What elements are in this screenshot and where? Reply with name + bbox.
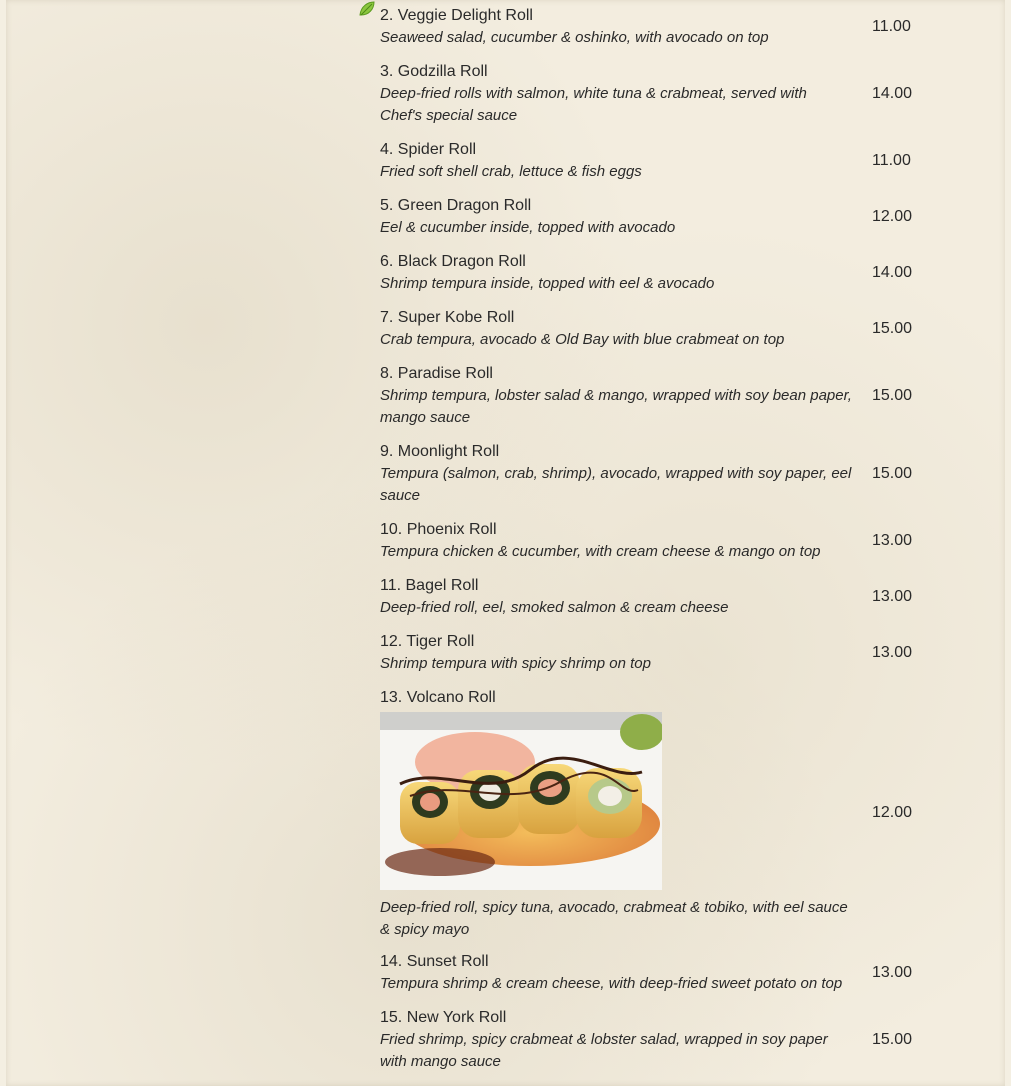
item-description: Deep-fried rolls with salmon, white tuna & crabmeat, served with Chef's special sauce xyxy=(380,85,807,124)
item-price: 14.00 xyxy=(872,85,913,102)
item-price: 13.00 xyxy=(872,532,913,549)
item-name: 2. Veggie Delight Roll xyxy=(380,7,533,24)
item-price: 13.00 xyxy=(872,588,913,605)
item-description: Deep-fried roll, eel, smoked salmon & cream cheese xyxy=(380,599,729,616)
item-name: 3. Godzilla Roll xyxy=(380,63,488,80)
item-price: 15.00 xyxy=(872,465,913,482)
item-price: 13.00 xyxy=(872,644,913,661)
item-description: Shrimp tempura inside, topped with eel & avocado xyxy=(380,275,715,292)
item-price: 11.00 xyxy=(872,18,911,35)
item-price: 14.00 xyxy=(872,264,913,281)
item-name: 6. Black Dragon Roll xyxy=(380,253,526,270)
item-name: 8. Paradise Roll xyxy=(380,365,493,382)
item-price: 15.00 xyxy=(872,387,913,404)
item-description: Shrimp tempura with spicy shrimp on top xyxy=(380,655,651,672)
item-price: 15.00 xyxy=(872,320,913,337)
item-name: 12. Tiger Roll xyxy=(380,633,475,650)
item-name: 9. Moonlight Roll xyxy=(380,443,500,460)
item-name: 15. New York Roll xyxy=(380,1009,507,1026)
item-description: Crab tempura, avocado & Old Bay with blue crabmeat on top xyxy=(380,331,785,348)
item-price: 13.00 xyxy=(872,964,913,981)
item-description: Shrimp tempura, lobster salad & mango, wrapped with soy bean paper, mango sauce xyxy=(380,387,852,426)
item-description: Deep-fried roll, spicy tuna, avocado, crabmeat & tobiko, with eel sauce & spicy mayo xyxy=(380,899,848,938)
item-name: 10. Phoenix Roll xyxy=(380,521,497,538)
item-price: 11.00 xyxy=(872,152,911,169)
item-price: 12.00 xyxy=(872,208,913,225)
volcano-roll-photo xyxy=(380,712,662,890)
item-name: 13. Volcano Roll xyxy=(380,689,496,706)
item-description: Tempura shrimp & cream cheese, with deep-fried sweet potato on top xyxy=(380,975,843,992)
leaf-icon xyxy=(358,0,376,18)
item-description: Seaweed salad, cucumber & oshinko, with avocado on top xyxy=(380,29,769,46)
item-name: 14. Sunset Roll xyxy=(380,953,489,970)
item-name: 7. Super Kobe Roll xyxy=(380,309,515,326)
item-description: Tempura (salmon, crab, shrimp), avocado, wrapped with soy paper, eel sauce xyxy=(380,465,852,504)
item-name: 4. Spider Roll xyxy=(380,141,477,158)
item-description: Eel & cucumber inside, topped with avocado xyxy=(380,219,676,236)
item-description: Fried soft shell crab, lettuce & fish eggs xyxy=(380,163,642,180)
item-name: 11. Bagel Roll xyxy=(380,577,479,594)
item-description: Tempura chicken & cucumber, with cream cheese & mango on top xyxy=(380,543,821,560)
item-description: Fried shrimp, spicy crabmeat & lobster salad, wrapped in soy paper with mango sauce xyxy=(380,1031,828,1070)
item-name: 5. Green Dragon Roll xyxy=(380,197,532,214)
item-price: 15.00 xyxy=(872,1031,913,1048)
item-price: 12.00 xyxy=(872,804,913,821)
